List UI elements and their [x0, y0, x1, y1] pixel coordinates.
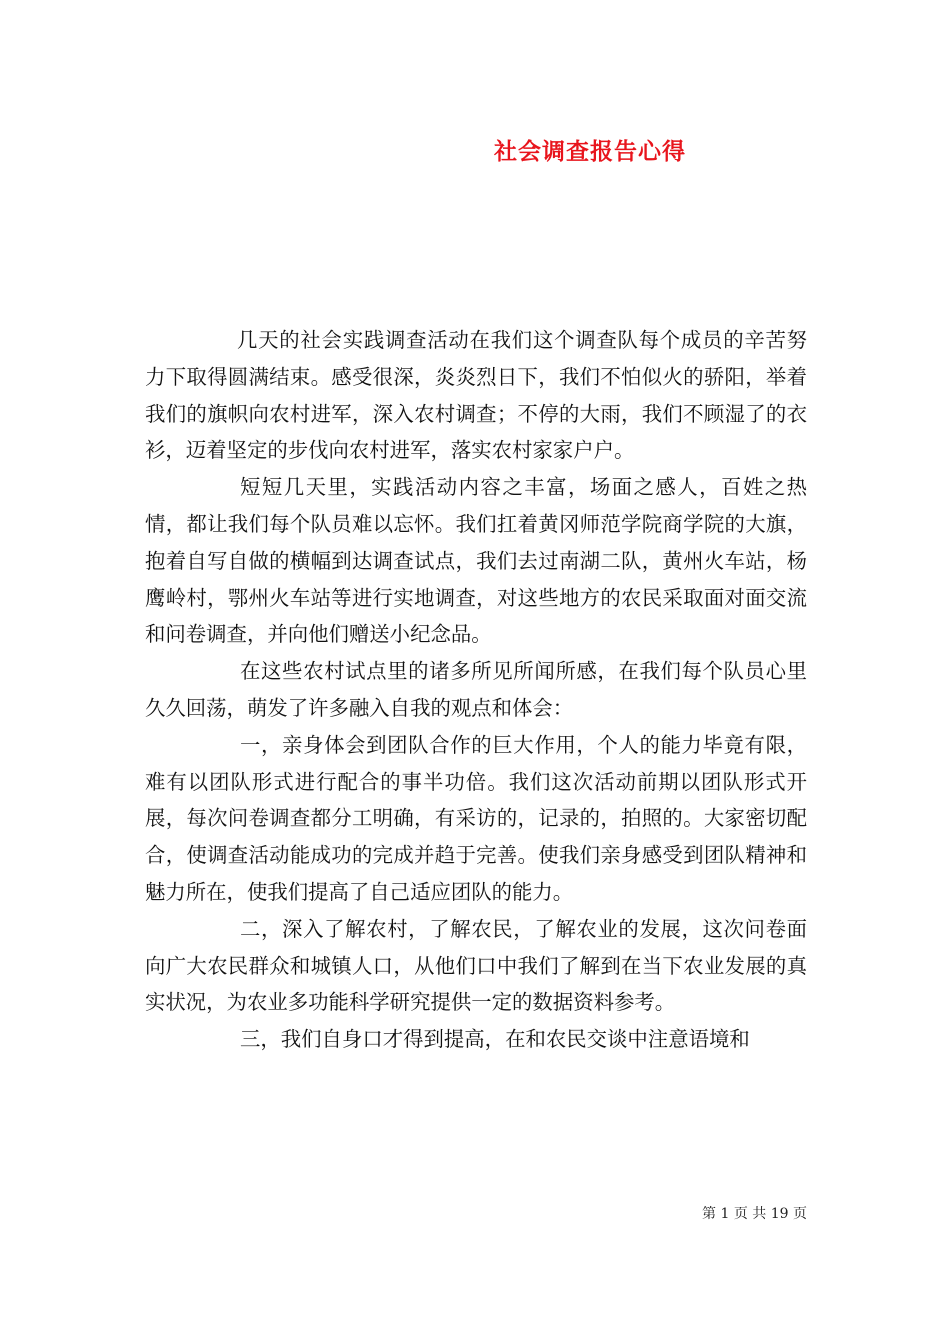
document-title: 社会调查报告心得	[494, 138, 686, 165]
paragraph-activities: 短短几天里，实践活动内容之丰富，场面之感人，百姓之热情，都让我们每个队员难以忘怀。我们扛着黄冈师范学院商学院的大旗，抱着自写自做的横幅到达调查试点，我们去过南湖二队，黄州火车站，杨鹰岭村，鄂州火车站等进行实地调查，对这些地方的农民采取面对面交流和问卷调查，并向他们赠送小纪念品。	[145, 475, 807, 647]
page-number: 第 1 页 共 19 页	[702, 1206, 807, 1222]
paragraph-point-two: 二，深入了解农村，了解农民，了解农业的发展，这次问卷面向广大农民群众和城镇人口，从他们口中我们了解到在当下农业发展的真实状况，为农业多功能科学研究提供一定的数据资料参考。	[145, 916, 807, 1015]
paragraph-point-three: 三，我们自身口才得到提高，在和农民交谈中注意语境和	[240, 1027, 750, 1052]
paragraph-intro: 几天的社会实践调查活动在我们这个调查队每个成员的辛苦努力下取得圆满结束。感受很深，炎炎烈日下，我们不怕似火的骄阳，举着我们的旗帜向农村进军，深入农村调查；不停的大雨，我们不顾湿了的衣衫，迈着坚定的步伐向农村进军，落实农村家家户户。	[145, 328, 807, 463]
document-body	[145, 322, 807, 1058]
paragraph-impressions: 在这些农村试点里的诸多所见所闻所感，在我们每个队员心里久久回荡，萌发了许多融入自我的观点和体会：	[145, 659, 807, 720]
paragraph-point-one: 一，亲身体会到团队合作的巨大作用，个人的能力毕竟有限，难有以团队形式进行配合的事半功倍。我们这次活动前期以团队形式开展，每次问卷调查都分工明确，有采访的，记录的，拍照的。大家密切配合，使调查活动能成功的完成并趋于完善。使我们亲身感受到团队精神和魅力所在，使我们提高了自己适应团队的能力。	[145, 732, 807, 904]
